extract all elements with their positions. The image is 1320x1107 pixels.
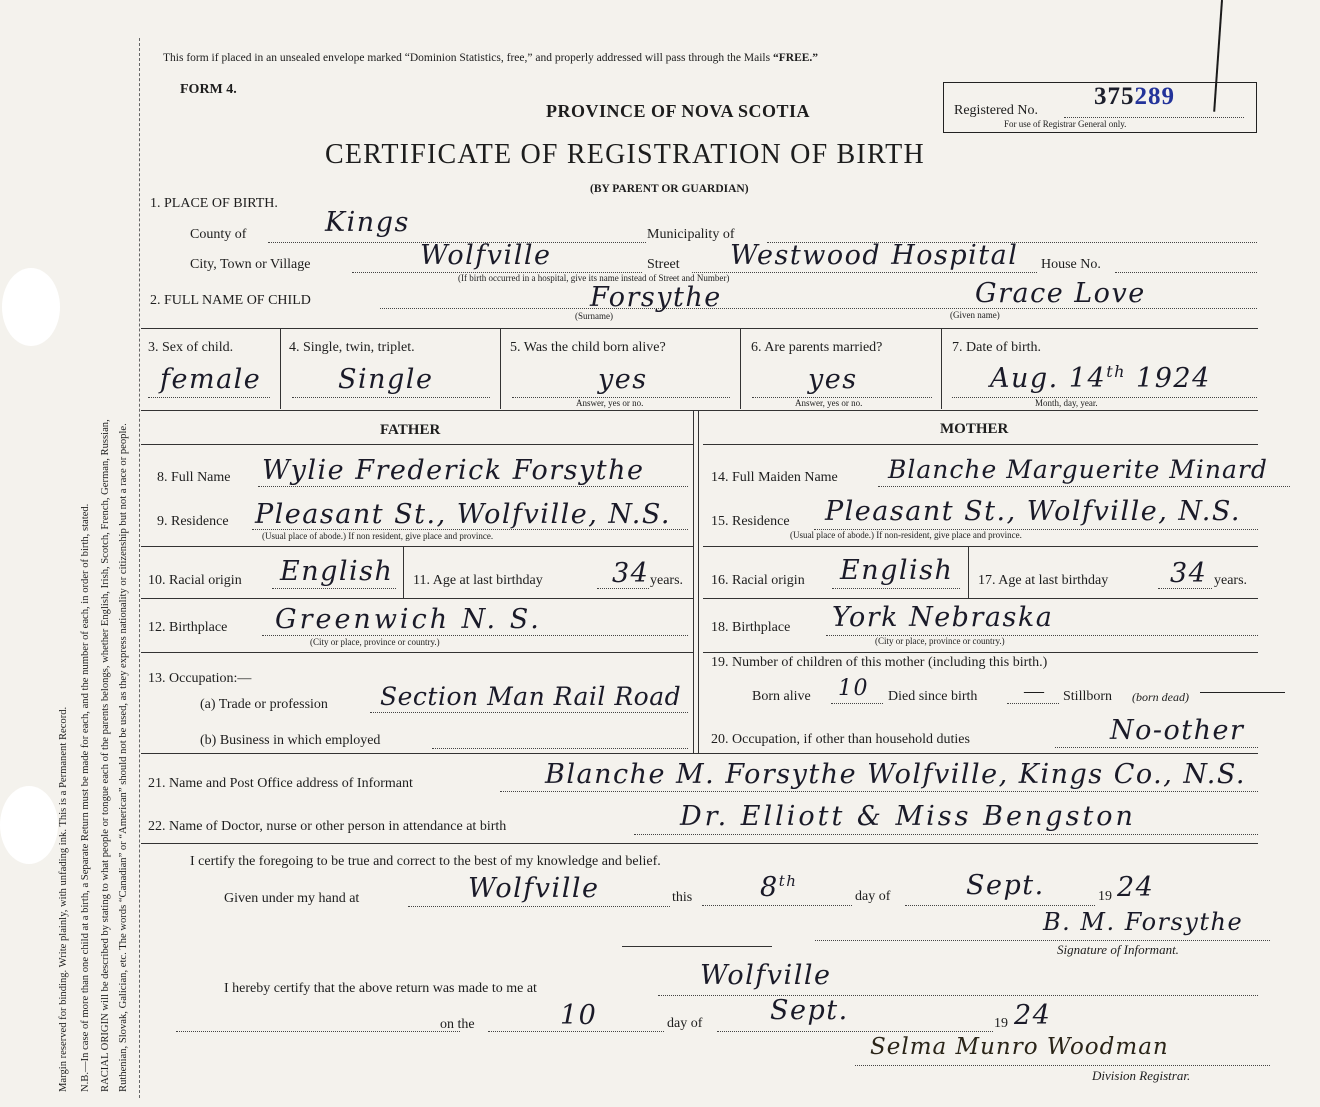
father-residence-value: Pleasant St., Wolfville, N.S.	[255, 499, 671, 530]
date-of-birth-label: 7. Date of birth.	[952, 340, 1042, 355]
given-year-prefix: 19	[1098, 889, 1112, 904]
father-residence-note: (Usual place of abode.) If non resident, give place and province.	[262, 531, 494, 541]
mother-occupation-value: No-other	[1110, 715, 1245, 746]
margin-note-line-1: Margin reserved for binding. Write plainly, with unfading ink. This is a Permanent Record.	[58, 706, 69, 1092]
father-age-value: 34	[612, 558, 650, 589]
registered-no-stamp	[1094, 83, 1175, 111]
father-heading-rule	[141, 444, 693, 445]
born-alive-count-value: 10	[838, 676, 869, 701]
divider-alive-married	[740, 329, 741, 409]
father-name-line	[258, 486, 688, 487]
given-month-value: Sept.	[966, 870, 1045, 901]
rule-above-child-details	[141, 328, 1258, 329]
registered-no-part-a: 375	[1094, 83, 1135, 110]
died-since-birth-value: —	[1024, 680, 1044, 702]
father-rule-2	[141, 598, 693, 599]
mother-children-label: 19. Number of children of this mother (including this birth.)	[711, 655, 1048, 670]
mother-age-label: 17. Age at last birthday	[978, 573, 1109, 588]
place-of-birth-heading: 1. PLACE OF BIRTH.	[150, 196, 278, 211]
mother-race-value: English	[840, 555, 954, 586]
mother-name-label: 14. Full Maiden Name	[711, 470, 838, 485]
mother-race-label: 16. Racial origin	[711, 573, 805, 588]
doctor-label: 22. Name of Doctor, nurse or other person in attendance at birth	[148, 819, 507, 834]
mother-name-value: Blanche Marguerite Minard	[888, 455, 1268, 484]
margin-note-line-3: RACIAL ORIGIN will be described by stating to what people or tongue each of the parents belongs, whether English, Irish, Scotch, French, German, Russian,	[100, 419, 111, 1092]
given-day-value	[760, 872, 797, 903]
mother-race-age-divider	[968, 547, 969, 598]
father-trade-label: (a) Trade or profession	[200, 697, 328, 712]
mother-name-line	[878, 486, 1290, 487]
date-of-birth-note: Month, day, year.	[1035, 398, 1098, 408]
date-of-birth-month-day: Aug. 14	[990, 363, 1107, 394]
born-alive-label: 5. Was the child born alive?	[510, 340, 666, 355]
mother-heading: MOTHER	[940, 421, 1009, 437]
margin-note-line-4: Ruthenian, Slovak, Galician, etc. The words “Canadian” or “American” should not be used, as they express nationality or citizenship but not a race or people.	[118, 423, 129, 1092]
mother-years-label: years.	[1214, 573, 1248, 588]
given-place-line	[408, 906, 670, 907]
registrar-on-the-label: on the	[440, 1017, 475, 1032]
father-name-value: Wylie Frederick Forsythe	[262, 455, 645, 486]
street-label: Street	[647, 257, 680, 272]
date-of-birth-suffix: th	[1106, 362, 1126, 381]
father-birthplace-value: Greenwich N. S.	[275, 604, 542, 635]
doctor-value: Dr. Elliott & Miss Bengston	[680, 801, 1136, 832]
given-place-value: Wolfville	[468, 873, 600, 904]
county-value: Kings	[325, 207, 410, 238]
date-of-birth-line	[952, 397, 1257, 398]
house-no-line	[1115, 272, 1257, 273]
parents-married-label: 6. Are parents married?	[751, 340, 883, 355]
mother-rule-2	[703, 598, 1258, 599]
certificate-subtitle: (BY PARENT OR GUARDIAN)	[590, 183, 749, 195]
date-of-birth-value	[990, 362, 1211, 394]
father-race-value: English	[280, 556, 394, 587]
registrar-year-prefix: 19	[994, 1016, 1008, 1031]
rule-below-parents	[141, 753, 1258, 754]
given-day-number: 8	[760, 872, 779, 903]
informant-label: 21. Name and Post Office address of Informant	[148, 776, 413, 791]
registered-no-note: For use of Registrar General only.	[1004, 119, 1127, 129]
certification-separator	[622, 946, 772, 947]
given-year-value: 24	[1117, 872, 1155, 903]
registrar-lead-line	[176, 1031, 460, 1032]
margin-note-line-2: N.B.—In case of more than one child at a birth, a Separate Return must be made for each, and the number of each, in order of birth, stated.	[80, 503, 91, 1092]
registrar-day-of-label: day of	[667, 1016, 703, 1031]
registered-number-box	[943, 82, 1257, 133]
hospital-note: (If birth occurred in a hospital, give its name instead of Street and Number)	[458, 273, 730, 283]
father-residence-label: 9. Residence	[157, 514, 229, 529]
registrar-month-value: Sept.	[770, 995, 849, 1026]
parents-married-value: yes	[808, 364, 858, 395]
given-month-line	[905, 905, 1095, 906]
father-race-age-divider	[403, 547, 404, 598]
father-rule-1	[141, 546, 693, 547]
sex-label: 3. Sex of child.	[148, 340, 234, 355]
doctor-line	[634, 834, 1258, 835]
died-since-birth-line	[1007, 703, 1059, 704]
mother-heading-rule	[703, 444, 1258, 445]
divider-plural-alive	[500, 329, 501, 409]
surname-note: (Surname)	[575, 311, 613, 321]
mother-residence-value: Pleasant St., Wolfville, N.S.	[825, 496, 1241, 527]
mother-birthplace-value: York Nebraska	[832, 602, 1054, 633]
father-race-line	[272, 588, 396, 589]
form-number: FORM 4.	[180, 82, 237, 97]
father-name-label: 8. Full Name	[157, 470, 231, 485]
father-race-label: 10. Racial origin	[148, 573, 242, 588]
father-business-label: (b) Business in which employed	[200, 733, 381, 748]
plurality-label: 4. Single, twin, triplet.	[289, 340, 415, 355]
parents-divider-right	[698, 410, 699, 753]
born-alive-count-label: Born alive	[752, 689, 811, 704]
date-of-birth-year: 1924	[1136, 363, 1211, 394]
child-given-name: Grace Love	[975, 278, 1146, 309]
mail-notice	[163, 52, 818, 64]
registrar-month-line	[717, 1031, 993, 1032]
given-day-of-label: day of	[855, 889, 891, 904]
sex-line	[148, 397, 270, 398]
divider-sex-plural	[280, 329, 281, 409]
mother-birthplace-label: 18. Birthplace	[711, 620, 791, 635]
registered-no-label: Registered No.	[954, 103, 1038, 118]
informant-signature-label: Signature of Informant.	[1057, 942, 1179, 957]
stillborn-label: Stillborn	[1063, 689, 1113, 704]
mother-occupation-line	[1055, 747, 1258, 748]
rule-above-parents	[141, 410, 1258, 411]
margin-notes	[0, 0, 140, 1107]
stillborn-note: (born dead)	[1132, 690, 1189, 704]
county-label: County of	[190, 227, 247, 242]
mail-notice-free: “FREE.”	[772, 52, 819, 64]
informant-signature: B. M. Forsythe	[1043, 908, 1244, 936]
child-surname: Forsythe	[590, 282, 722, 313]
plurality-line	[292, 397, 490, 398]
father-birthplace-line	[262, 635, 688, 636]
mother-occupation-label: 20. Occupation, if other than household duties	[711, 732, 970, 747]
registrar-day-value: 10	[560, 1000, 598, 1031]
municipality-label: Municipality of	[647, 227, 735, 242]
child-name-label: 2. FULL NAME OF CHILD	[150, 293, 311, 308]
parents-married-note: Answer, yes or no.	[795, 398, 863, 408]
born-alive-count-line	[831, 703, 883, 704]
parents-divider-left	[693, 410, 694, 753]
divider-married-dob	[941, 329, 942, 409]
mother-rule-1	[703, 546, 1258, 547]
street-line	[692, 272, 1037, 273]
given-day-suffix: th	[778, 872, 798, 890]
registrar-signature-label: Division Registrar.	[1092, 1068, 1191, 1083]
father-age-label: 11. Age at last birthday	[413, 573, 543, 588]
born-alive-note: Answer, yes or no.	[576, 398, 644, 408]
father-trade-line	[370, 712, 688, 713]
father-birthplace-note: (City or place, province or country.)	[310, 637, 440, 647]
born-alive-value: yes	[598, 364, 648, 395]
mother-residence-note: (Usual place of abode.) If non-resident, give place and province.	[790, 530, 1022, 540]
father-years-label: years.	[650, 573, 684, 588]
given-day-line	[702, 905, 852, 906]
house-no-label: House No.	[1041, 257, 1101, 272]
sex-value: female	[160, 364, 262, 395]
registrar-day-line	[488, 1031, 664, 1032]
registrar-signature: Selma Munro Woodman	[870, 1034, 1169, 1060]
father-heading: FATHER	[380, 422, 441, 438]
registered-no-line	[1064, 117, 1244, 118]
street-value: Westwood Hospital	[730, 240, 1019, 271]
father-trade-value: Section Man Rail Road	[380, 682, 682, 711]
registrar-year-value: 24	[1014, 1000, 1052, 1031]
registered-no-part-b: 289	[1134, 83, 1175, 110]
city-label: City, Town or Village	[190, 257, 311, 272]
stillborn-value-stroke	[1200, 692, 1285, 693]
binding-margin-line	[139, 38, 140, 1098]
mother-age-value: 34	[1170, 558, 1208, 589]
province-heading: PROVINCE OF NOVA SCOTIA	[546, 101, 811, 121]
mother-residence-label: 15. Residence	[711, 514, 790, 529]
informant-line	[500, 791, 1258, 792]
father-birthplace-label: 12. Birthplace	[148, 620, 228, 635]
certificate-title: CERTIFICATE OF REGISTRATION OF BIRTH	[325, 139, 925, 170]
given-this-label: this	[672, 890, 693, 905]
father-business-line	[432, 748, 688, 749]
died-since-birth-label: Died since birth	[888, 689, 978, 704]
mother-birthplace-note: (City or place, province or country.)	[875, 636, 1005, 646]
informant-signature-line	[815, 940, 1270, 941]
registrar-place-value: Wolfville	[700, 960, 832, 991]
informant-value: Blanche M. Forsythe Wolfville, Kings Co., N.S.	[545, 759, 1246, 790]
registrar-place-line	[658, 995, 1258, 996]
father-rule-3	[141, 652, 693, 653]
city-value: Wolfville	[420, 240, 552, 271]
mail-notice-text: This form if placed in an unsealed envelope marked “Dominion Statistics, free,” and properly addressed will pass through the Mails	[163, 52, 771, 64]
rule-above-certification	[141, 843, 1258, 844]
registrar-signature-line	[855, 1065, 1270, 1066]
informant-certification-text: I certify the foregoing to be true and correct to the best of my knowledge and belief.	[190, 854, 661, 869]
plurality-value: Single	[338, 364, 434, 395]
registrar-certification-text: I hereby certify that the above return was made to me at	[224, 981, 537, 996]
mother-rule-3	[703, 652, 1258, 653]
given-name-note: (Given name)	[950, 310, 1000, 320]
father-occupation-label: 13. Occupation:—	[148, 671, 252, 686]
given-under-hand-label: Given under my hand at	[224, 891, 360, 906]
mother-race-line	[832, 588, 960, 589]
